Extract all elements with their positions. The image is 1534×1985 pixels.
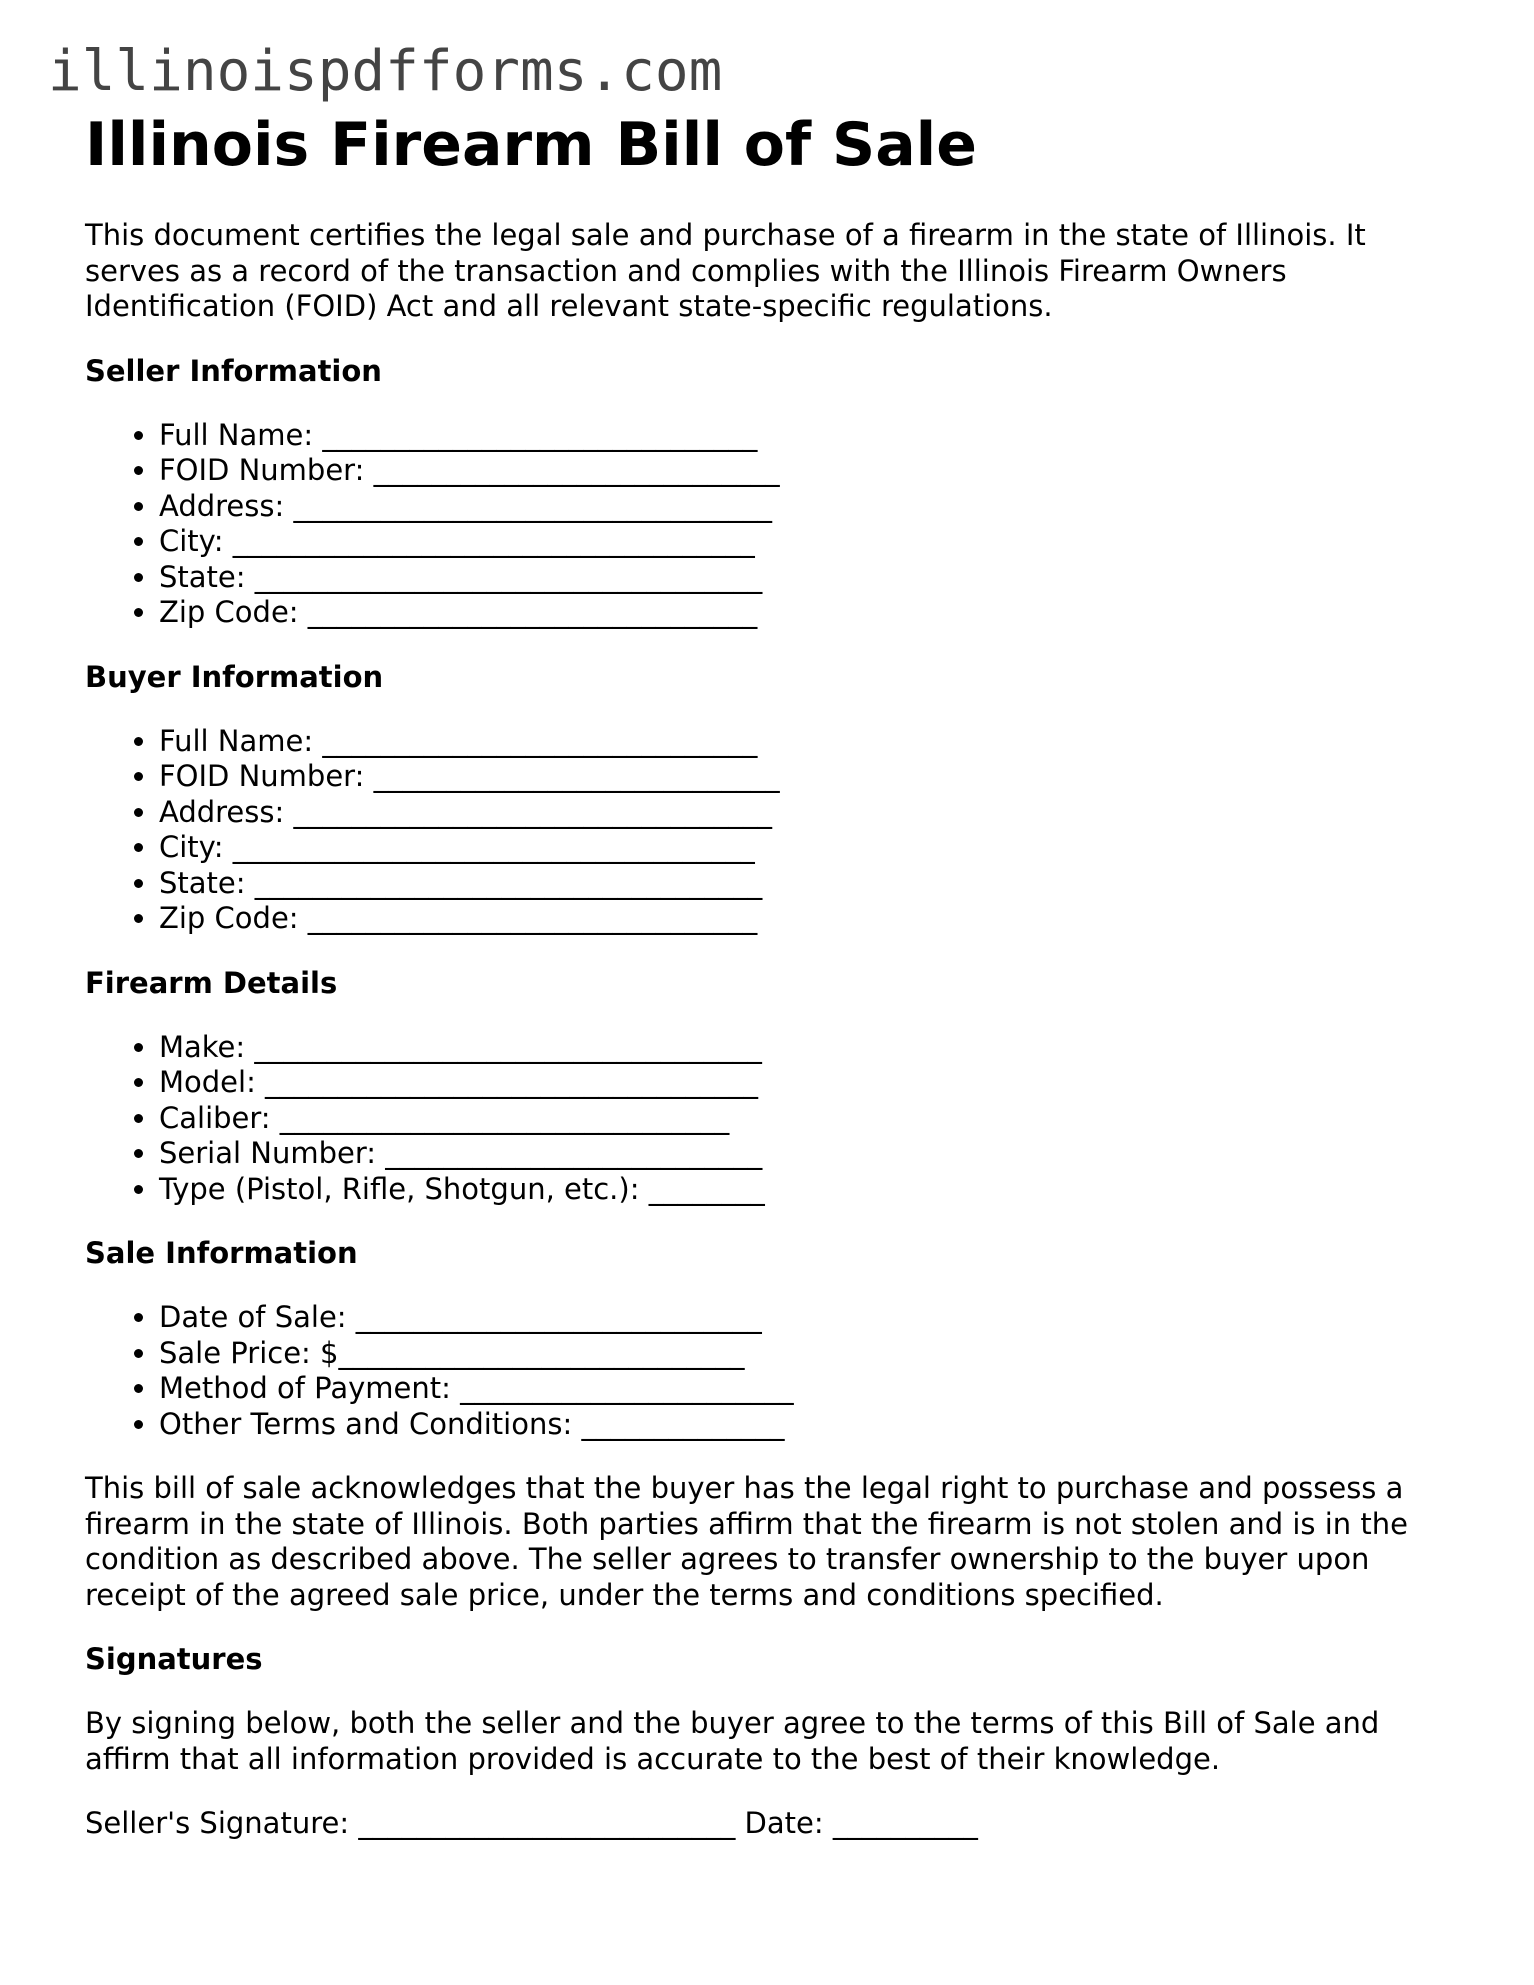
sale-heading: Sale Information	[85, 1236, 358, 1270]
seller-foid-number-field: • FOID Number: ____________________________	[159, 453, 1465, 489]
sale-other-terms-field: • Other Terms and Conditions: ______________	[159, 1407, 1465, 1443]
document-page	[85, 108, 1465, 1842]
intro-paragraph: This document certifies the legal sale and purchase of a firearm in the state of Illinois. It serves as a record of the transaction and complies with the Illinois Firearm Owners Identification (FOID) Act and all relevant state-specific regulations.	[85, 218, 1366, 323]
firearm-heading: Firearm Details	[85, 965, 338, 1000]
buyer-full-name-field: • Full Name: ______________________________	[159, 724, 1465, 760]
seller-city-field: • City: ____________________________________	[159, 524, 1465, 560]
sale-date-field: • Date of Sale: ____________________________	[159, 1300, 1465, 1336]
buyer-state-field: • State: ___________________________________	[159, 866, 1465, 902]
seller-fields-list	[85, 418, 1465, 631]
sale-fields-list	[85, 1300, 1465, 1442]
watermark: illinoispdfforms.com	[48, 39, 723, 104]
buyer-zip-code-field: • Zip Code: _______________________________	[159, 901, 1465, 937]
sale-payment-method-field: • Method of Payment: _______________________	[159, 1371, 1465, 1407]
seller-state-field: • State: ___________________________________	[159, 560, 1465, 596]
buyer-address-field: • Address: _________________________________	[159, 795, 1465, 831]
firearm-model-field: • Model: __________________________________	[159, 1065, 1465, 1101]
buyer-foid-number-field: • FOID Number: ____________________________	[159, 759, 1465, 795]
firearm-caliber-field: • Caliber: _______________________________	[159, 1101, 1465, 1137]
firearm-make-field: • Make: ___________________________________	[159, 1030, 1465, 1066]
signatures-paragraph: By signing below, both the seller and the buyer agree to the terms of this Bill of Sale and affirm that all information provided is accurate to the best of their knowledge.	[85, 1706, 1380, 1776]
seller-address-field: • Address: _________________________________	[159, 489, 1465, 525]
firearm-serial-number-field: • Serial Number: __________________________	[159, 1136, 1465, 1172]
acknowledgment-paragraph: This bill of sale acknowledges that the buyer has the legal right to purchase and possess a firearm in the state of Illinois. Both parties affirm that the firearm is not stolen and is in the condition as described above. The seller agrees to transfer ownership to the buyer upon receipt of the agreed sale price, under the terms and conditions specified.	[85, 1471, 1408, 1612]
firearm-type-field: • Type (Pistol, Rifle, Shotgun, etc.): ________	[159, 1172, 1465, 1208]
sale-price-field: • Sale Price: $____________________________	[159, 1336, 1465, 1372]
seller-heading: Seller Information	[85, 353, 382, 388]
firearm-fields-list	[85, 1030, 1465, 1208]
buyer-city-field: • City: ____________________________________	[159, 830, 1465, 866]
seller-zip-code-field: • Zip Code: _______________________________	[159, 595, 1465, 631]
seller-full-name-field: • Full Name: ______________________________	[159, 418, 1465, 454]
seller-signature-line: Seller's Signature: __________________________ Date: __________	[85, 1806, 978, 1840]
buyer-fields-list	[85, 724, 1465, 937]
signatures-heading: Signatures	[85, 1642, 263, 1676]
document-title: Illinois Firearm Bill of Sale	[85, 110, 977, 180]
buyer-heading: Buyer Information	[85, 659, 384, 694]
